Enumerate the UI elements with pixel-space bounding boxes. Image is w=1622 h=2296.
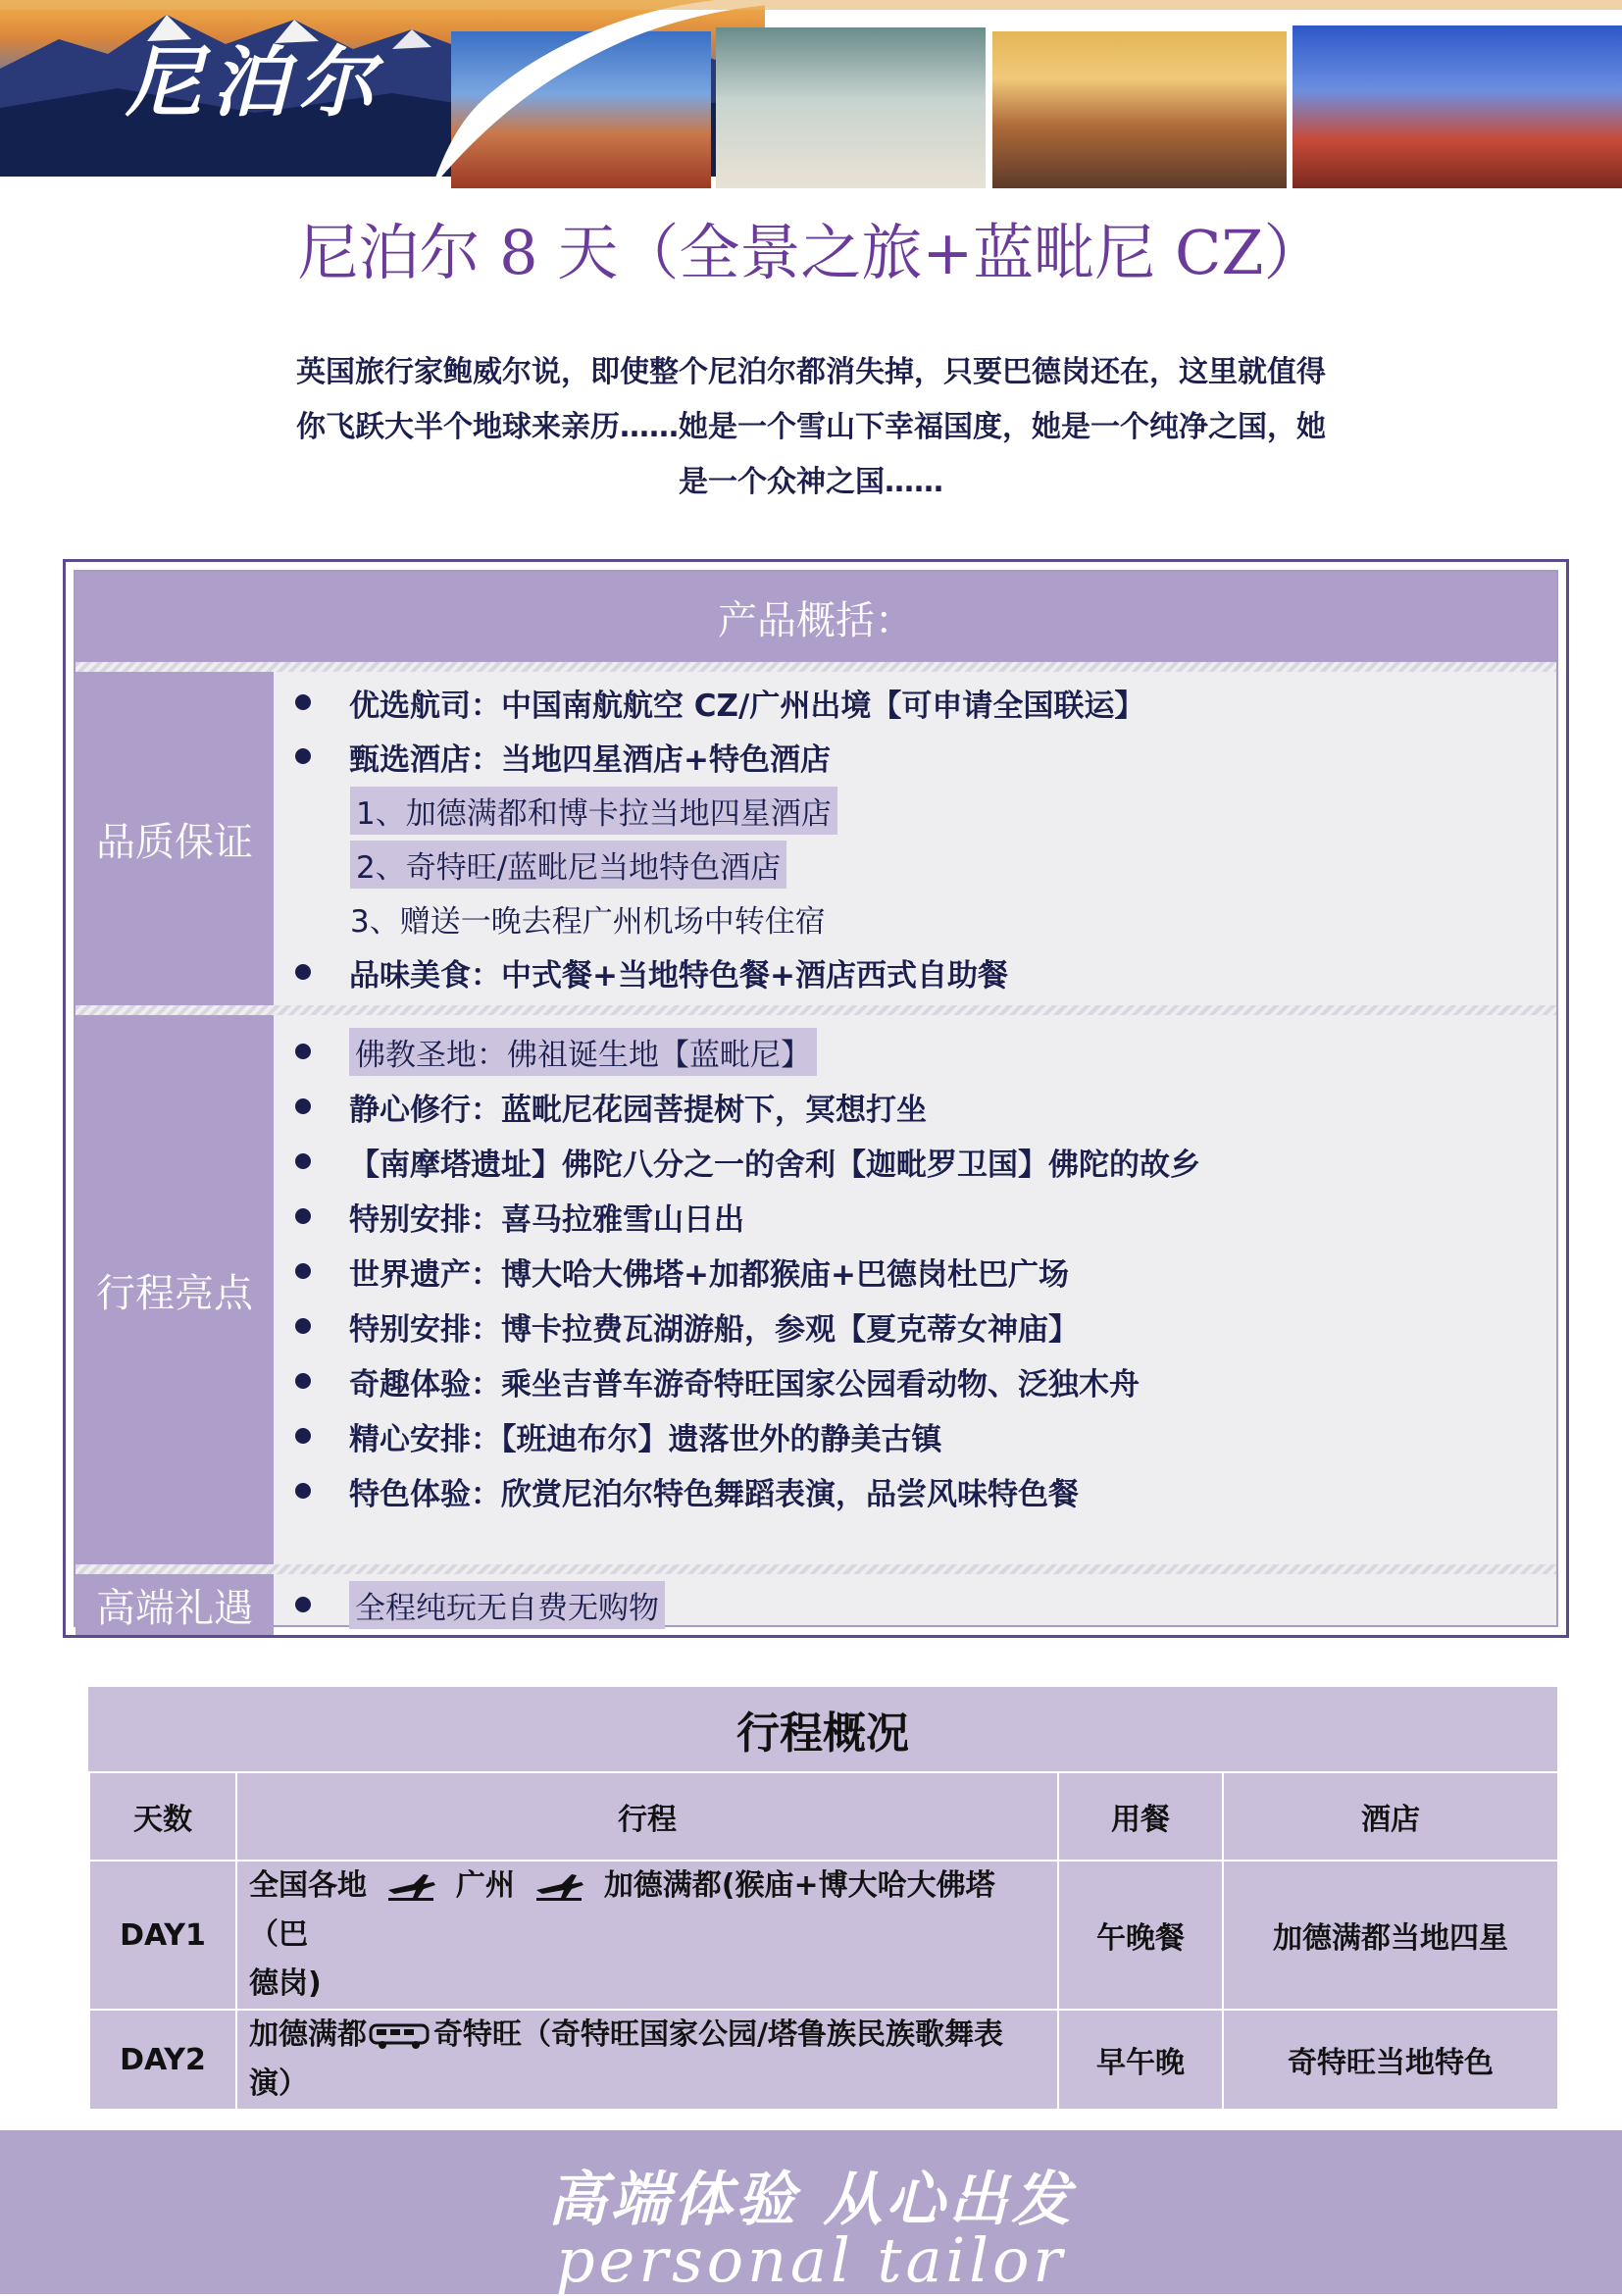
route-cell: 全国各地 广州 加德满都(猴庙+博大哈大佛塔（巴 德岗): [236, 1861, 1058, 2010]
premium-list: [274, 1574, 1556, 1635]
table-row: [89, 1861, 1558, 2010]
list-subitem: 3、赠送一晚去程广州机场中转住宿: [350, 903, 826, 940]
list-item: 品味美食：中式餐+当地特色餐+酒店西式自助餐: [274, 947, 1008, 996]
intro-paragraph: [240, 345, 1382, 510]
list-item: 特别安排：喜马拉雅雪山日出: [274, 1192, 744, 1241]
section-label-quality: 品质保证: [76, 672, 274, 1005]
list-item: 特色体验：欣赏尼泊尔特色舞蹈表演，品尝风味特色餐: [274, 1466, 1079, 1515]
bullet-icon: [295, 1597, 311, 1612]
hotel-cell: 加德满都当地四星: [1223, 1861, 1558, 2010]
section-label-premium: 高端礼遇: [76, 1574, 274, 1635]
divider: [76, 1564, 1556, 1574]
column-header: 天数: [89, 1772, 236, 1861]
footer-slogan-english: personal tailor: [555, 2224, 1067, 2296]
column-header: 酒店: [1223, 1772, 1558, 1861]
divider: [76, 662, 1556, 672]
bullet-icon: [295, 1153, 311, 1169]
bullet-icon: [295, 1318, 311, 1334]
list-item: 甄选酒店：当地四星酒店+特色酒店: [274, 732, 831, 781]
bullet-icon: [295, 1483, 311, 1499]
list-item: 优选航司：中国南航航空 CZ/广州出境【可申请全国联运】: [274, 678, 1144, 727]
meals-cell: 早午晚: [1058, 2010, 1223, 2110]
divider: [76, 1005, 1556, 1015]
intro-line: 英国旅行家鲍威尔说，即使整个尼泊尔都消失掉，只要巴德岗还在，这里就值得: [296, 355, 1326, 389]
brand-title: 尼泊尔: [126, 38, 385, 128]
itinerary-title: 行程概况: [88, 1687, 1557, 1771]
airplane-icon: [532, 1872, 585, 1902]
bullet-icon: [295, 1428, 311, 1444]
overview-heading: 产品概括：: [76, 572, 1556, 662]
column-header: 用餐: [1058, 1772, 1223, 1861]
list-subitem: 1、加德满都和博卡拉当地四星酒店: [274, 786, 837, 835]
list-item: 精心安排：【班迪布尔】遗落世外的静美古镇: [274, 1411, 942, 1460]
page-title: 尼泊尔 8 天（全景之旅+蓝毗尼 CZ）: [297, 217, 1325, 288]
bullet-icon: [295, 1263, 311, 1279]
bullet-icon: [295, 748, 311, 764]
list-item: 全程纯玩无自费无购物: [274, 1580, 665, 1629]
meals-cell: 午晚餐: [1058, 1861, 1223, 2010]
hotel-cell: 奇特旺当地特色: [1223, 2010, 1558, 2110]
bullet-icon: [295, 1044, 311, 1059]
premium-section: [76, 1574, 1556, 1635]
highlights-list: [274, 1015, 1556, 1564]
bullet-icon: [295, 1208, 311, 1224]
highlights-section: [76, 1015, 1556, 1564]
bullet-icon: [295, 1373, 311, 1389]
day-cell: DAY2: [89, 2010, 236, 2110]
bus-icon: [369, 2021, 431, 2051]
itinerary-table: [88, 1687, 1557, 2111]
list-item: 特别安排：博卡拉费瓦湖游船，参观【夏克蒂女神庙】: [274, 1301, 1079, 1351]
bullet-icon: [295, 964, 311, 980]
section-label-highlights: 行程亮点: [76, 1015, 274, 1564]
day-cell: DAY1: [89, 1861, 236, 2010]
column-header: 行程: [236, 1772, 1058, 1861]
itinerary-grid: [88, 1771, 1559, 2111]
footer-slogan: 高端体验 从心出发: [547, 2166, 1075, 2234]
product-overview-box: [63, 559, 1569, 1638]
list-item: 【南摩塔遗址】佛陀八分之一的舍利【迦毗罗卫国】佛陀的故乡: [274, 1137, 1200, 1186]
list-subitem: 2、奇特旺/蓝毗尼当地特色酒店: [274, 840, 786, 889]
bullet-icon: [295, 1098, 311, 1114]
quality-list: [274, 672, 1556, 1005]
header-banner: [0, 0, 1622, 188]
table-row: [89, 2010, 1558, 2110]
table-header-row: [89, 1772, 1558, 1861]
quality-section: [76, 672, 1556, 1005]
overview-inner: [74, 570, 1558, 1631]
intro-line: 你飞跃大半个地球来亲历……她是一个雪山下幸福国度，她是一个纯净之国，她: [296, 410, 1326, 444]
bullet-icon: [295, 694, 311, 710]
route-cell: 加德满都 奇特旺（奇特旺国家公园/塔鲁族民族歌舞表演）: [236, 2010, 1058, 2110]
airplane-icon: [384, 1872, 437, 1902]
list-item: 世界遗产：博大哈大佛塔+加都猴庙+巴德岗杜巴广场: [274, 1247, 1069, 1296]
intro-line: 是一个众神之国……: [679, 465, 943, 499]
list-item: 奇趣体验：乘坐吉普车游奇特旺国家公园看动物、泛独木舟: [274, 1356, 1140, 1405]
list-item: 静心修行：蓝毗尼花园菩提树下，冥想打坐: [274, 1082, 927, 1131]
list-item: 佛教圣地：佛祖诞生地【蓝毗尼】: [274, 1027, 817, 1076]
